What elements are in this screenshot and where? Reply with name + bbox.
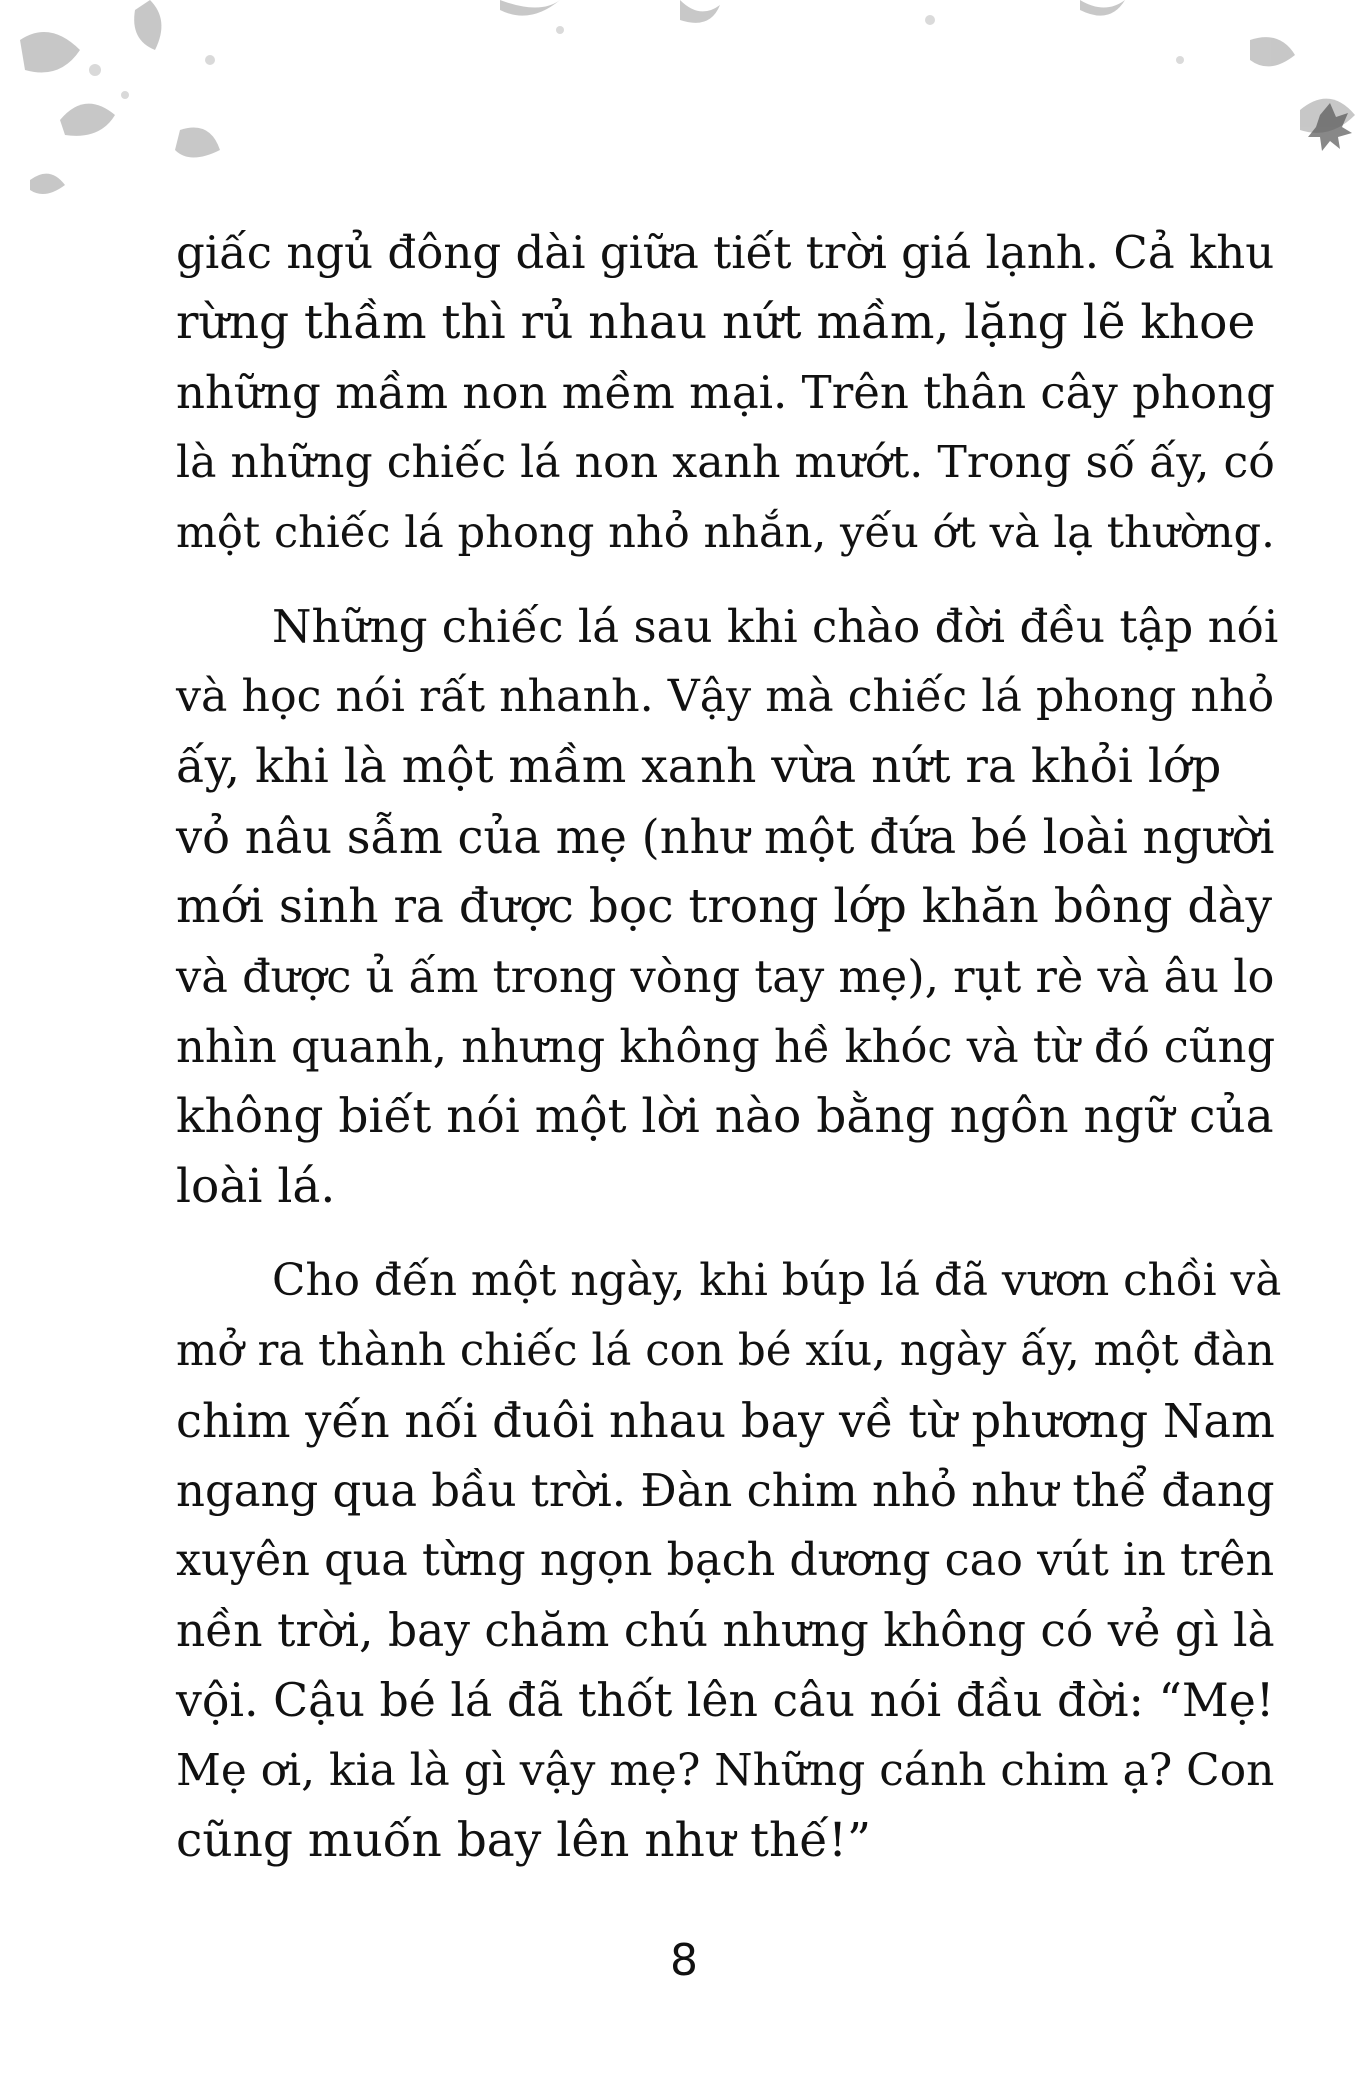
body-text (176, 218, 1286, 1900)
text-line: Những chiếc lá sau khi chào đời đều tập nói (272, 600, 1279, 653)
text-line: loài lá. (176, 1159, 336, 1214)
text-line: rừng thầm thì rủ nhau nứt mầm, lặng lẽ khoe (176, 295, 1256, 350)
text-line: cũng muốn bay lên như thế!” (176, 1813, 872, 1868)
text-line: không biết nói một lời nào bằng ngôn ngữ của (176, 1089, 1274, 1144)
text-line: mở ra thành chiếc lá con bé xíu, ngày ấy, một đàn (176, 1326, 1275, 1376)
paragraph-1 (176, 218, 1286, 568)
page-number: 8 (670, 1935, 698, 1986)
text-line: và được ủ ấm trong vòng tay mẹ), rụt rè và âu lo (176, 950, 1275, 1003)
paragraph-3 (176, 1246, 1286, 1876)
text-line: chim yến nối đuôi nhau bay về từ phương Nam (176, 1394, 1275, 1448)
text-line: nhìn quanh, nhưng không hề khóc và từ đó cũng (176, 1020, 1276, 1073)
text-line: ngang qua bầu trời. Đàn chim nhỏ như thể đang (176, 1464, 1275, 1517)
text-line: Cho đến một ngày, khi búp lá đã vươn chồi và (272, 1255, 1282, 1306)
text-line: giấc ngủ đông dài giữa tiết trời giá lạnh. Cả khu (176, 226, 1275, 279)
text-line: xuyên qua từng ngọn bạch dương cao vút in trên (176, 1535, 1275, 1586)
text-line: những mầm non mềm mại. Trên thân cây phong (176, 366, 1275, 419)
text-line: mới sinh ra được bọc trong lớp khăn bông dày (176, 879, 1273, 934)
text-line: và học nói rất nhanh. Vậy mà chiếc lá phong nhỏ (176, 671, 1275, 722)
text-line: Mẹ ơi, kia là gì vậy mẹ? Những cánh chim ạ? Con (176, 1745, 1275, 1796)
text-line: vội. Cậu bé lá đã thốt lên câu nói đầu đời: “Mẹ! (176, 1674, 1275, 1727)
text-line: nền trời, bay chăm chú nhưng không có vẻ gì là (176, 1604, 1275, 1657)
text-line: là những chiếc lá non xanh mướt. Trong số ấy, có (176, 437, 1275, 488)
paragraph-2 (176, 592, 1286, 1222)
text-line: vỏ nâu sẫm của mẹ (như một đứa bé loài người (176, 810, 1275, 864)
text-line: ấy, khi là một mầm xanh vừa nứt ra khỏi lớp (176, 739, 1222, 794)
text-line: một chiếc lá phong nhỏ nhắn, yếu ớt và lạ thường. (176, 508, 1275, 558)
